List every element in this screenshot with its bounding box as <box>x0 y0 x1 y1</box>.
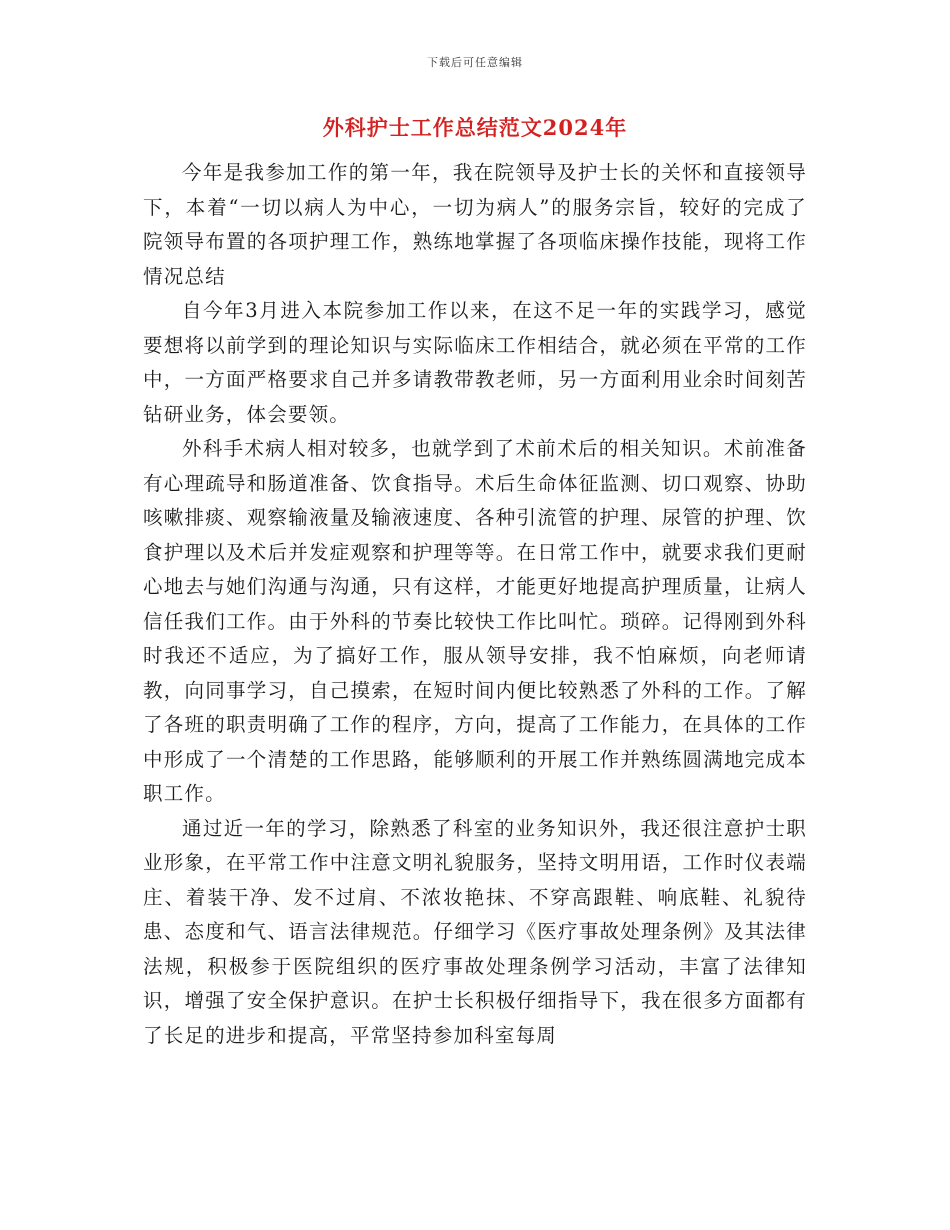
paragraph-4: 通过近一年的学习，除熟悉了科室的业务知识外，我还很注意护士职业形象，在平常工作中注意文明礼貌服务，坚持文明用语，工作时仪表端庄、着装干净、发不过肩、不浓妆艳抹、不穿高跟鞋、响底鞋、礼貌待患、态度和气、语言法律规范。仔细学习《医疗事故处理条例》及其法律法规，积极参于医院组织的医疗事故处理条例学习活动，丰富了法律知识，增强了安全保护意识。在护士长积极仔细指导下，我在很多方面都有了长足的进步和提高，平常坚持参加科室每周 <box>143 816 807 1047</box>
paragraph-2: 自今年3月进入本院参加工作以来，在这不足一年的实践学习，感觉要想将以前学到的理论知识与实际临床工作相结合，就必须在平常的工作中，一方面严格要求自己并多请教带教老师，另一方面利用业余时间刻苦钻研业务，体会要领。 <box>143 299 807 426</box>
paragraph-1: 今年是我参加工作的第一年，我在院领导及护士长的关怀和直接领导下，本着“一切以病人为中心，一切为病人”的服务宗旨，较好的完成了院领导布置的各项护理工作，熟练地掌握了各项临床操作技能，现将工作情况总结 <box>143 161 807 288</box>
header-note: 下载后可任意编辑 <box>427 56 523 69</box>
document-title: 外科护士工作总结范文2024年 <box>322 115 628 140</box>
paragraph-3: 外科手术病人相对较多，也就学到了术前术后的相关知识。术前准备有心理疏导和肠道准备、饮食指导。术后生命体征监测、切口观察、协助咳嗽排痰、观察输液量及输液速度、各种引流管的护理、尿管的护理、饮食护理以及术后并发症观察和护理等等。在日常工作中，就要求我们更耐心地去与她们沟通与沟通，只有这样，才能更好地提高护理质量，让病人信任我们工作。由于外科的节奏比较快工作比叫忙。琐碎。记得刚到外科时我还不适应，为了搞好工作，服从领导安排，我不怕麻烦，向老师请教，向同事学习，自己摸索，在短时间内便比较熟悉了外科的工作。了解了各班的职责明确了工作的程序，方向，提高了工作能力，在具体的工作中形成了一个清楚的工作思路，能够顺利的开展工作并熟练圆满地完成本职工作。 <box>143 437 807 805</box>
document-body <box>143 156 807 1053</box>
